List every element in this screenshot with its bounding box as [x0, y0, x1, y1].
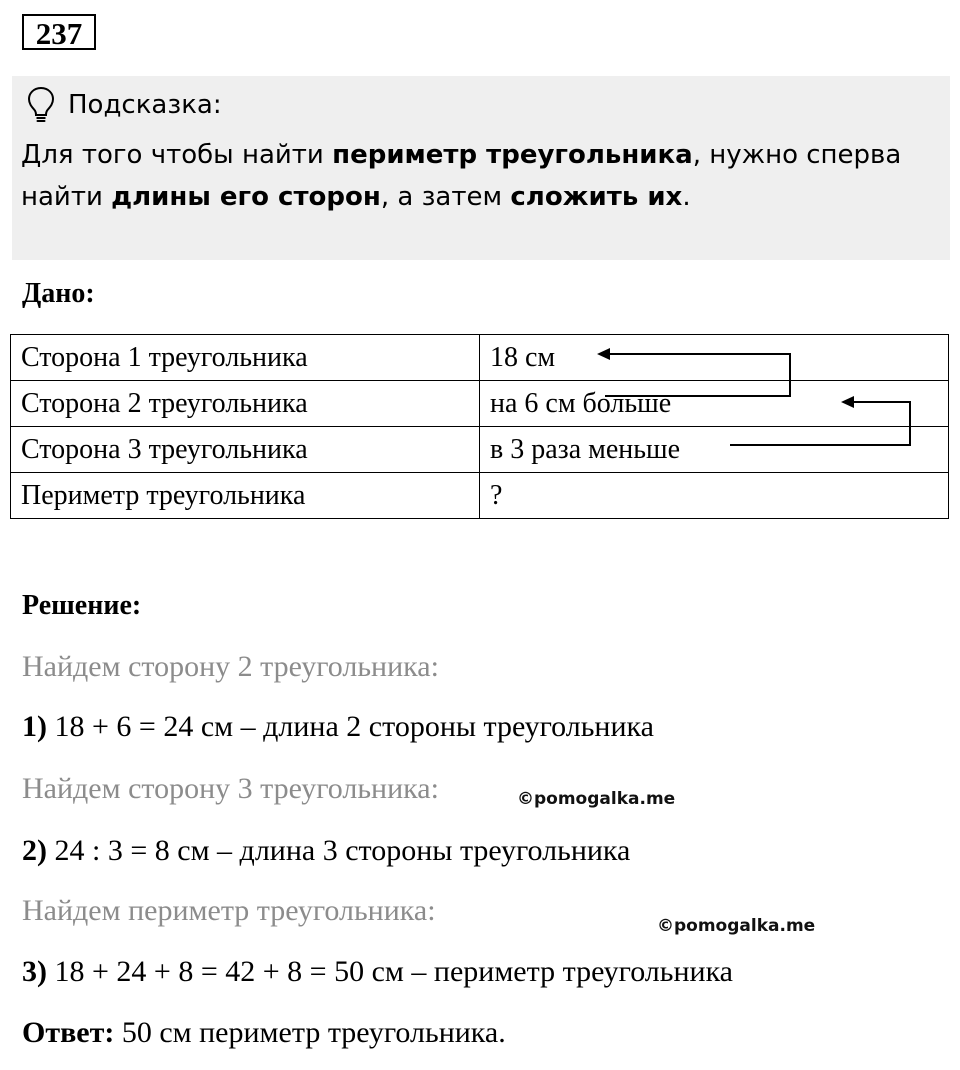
table-row	[11, 427, 949, 473]
table-cell-name: Сторона 1 треугольника	[11, 335, 480, 381]
given-table	[10, 334, 949, 519]
lightbulb-icon	[26, 86, 56, 124]
given-label: Дано:	[22, 278, 95, 309]
hint-text: Для того чтобы найти периметр треугольника, нужно сперва найти длины его сторон, а затем сложить их.	[21, 140, 902, 212]
hint-title	[26, 86, 222, 124]
step1: 1) 18 + 6 = 24 см – длина 2 стороны треугольника	[22, 710, 654, 743]
hint-box	[12, 76, 950, 260]
step2-hint: Найдем сторону 3 треугольника:	[22, 772, 439, 805]
table-row	[11, 381, 949, 427]
hint-title-text: Подсказка:	[68, 90, 222, 120]
answer: Ответ: 50 см периметр треугольника.	[22, 1016, 506, 1049]
solution-label: Решение:	[22, 590, 142, 621]
step3: 3) 18 + 24 + 8 = 42 + 8 = 50 см – периметр треугольника	[22, 955, 734, 988]
step1-hint: Найдем сторону 2 треугольника:	[22, 650, 439, 683]
table-cell-name: Сторона 2 треугольника	[11, 381, 480, 427]
table-row	[11, 335, 949, 381]
watermark: ©pomogalka.me	[657, 916, 816, 936]
task-number: 237	[22, 14, 96, 50]
table-cell-name: Сторона 3 треугольника	[11, 427, 480, 473]
table-cell-value: 18 см	[480, 335, 949, 381]
table-cell-value: на 6 см больше	[480, 381, 949, 427]
table-cell-value: в 3 раза меньше	[480, 427, 949, 473]
step3-hint: Найдем периметр треугольника:	[22, 894, 436, 927]
table-cell-name: Периметр треугольника	[11, 473, 480, 519]
watermark: ©pomogalka.me	[517, 789, 676, 809]
step2: 2) 24 : 3 = 8 см – длина 3 стороны треугольника	[22, 834, 631, 867]
table-cell-value: ?	[480, 473, 949, 519]
table-row	[11, 473, 949, 519]
